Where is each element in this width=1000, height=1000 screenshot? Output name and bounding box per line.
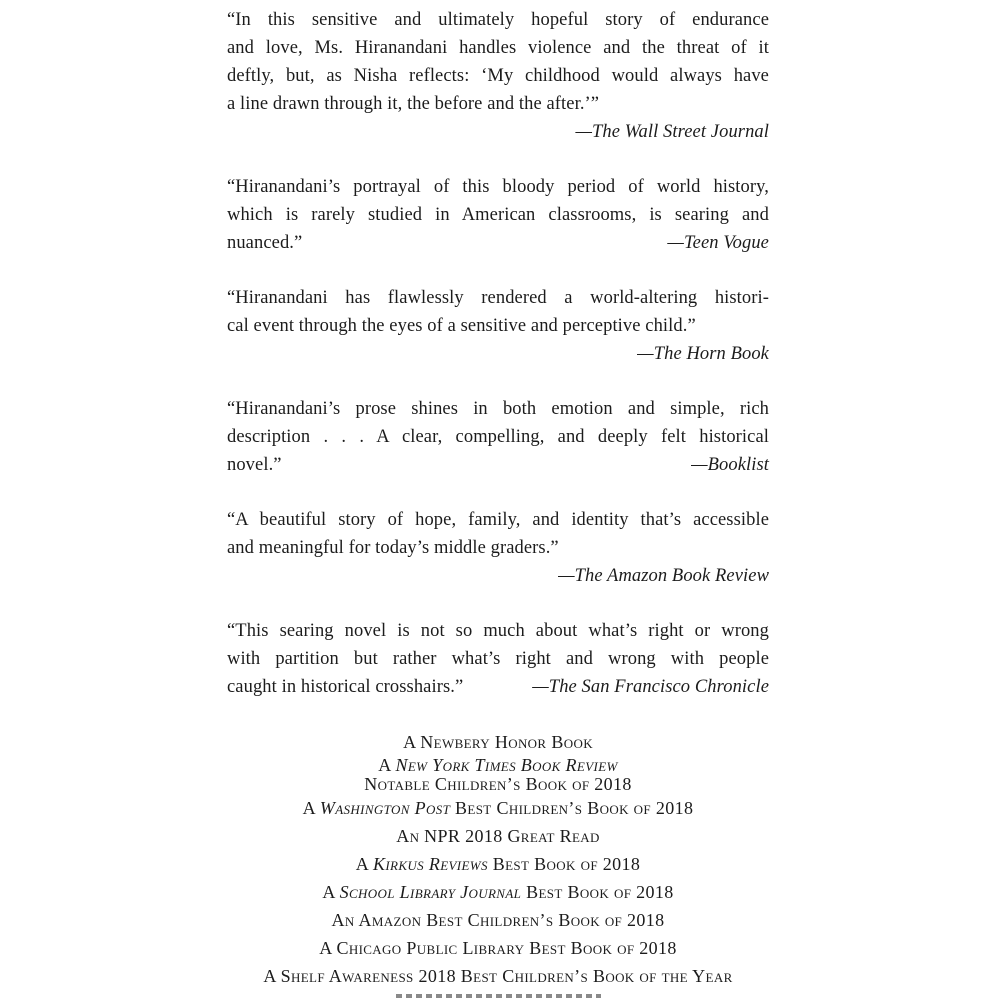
award-line	[227, 794, 769, 822]
award-publication-name: School Library Journal	[339, 882, 522, 902]
award-publication-name: Kirkus Reviews	[372, 854, 488, 874]
quote-block	[227, 6, 769, 146]
award-line	[227, 775, 769, 794]
quote-line: with partition but rather what’s right and wrong with people	[227, 649, 769, 669]
award-text: A Newbery Honor Book	[403, 732, 593, 752]
quote-line: caught in historical crosshairs.”	[227, 677, 464, 697]
quote-attribution-line	[227, 562, 769, 590]
award-line	[227, 934, 769, 962]
award-entry	[227, 822, 769, 850]
quote-line: “This searing novel is not so much about what’s right or wrong	[227, 621, 769, 641]
quote-attribution: —Teen Vogue	[667, 233, 769, 253]
award-text: A Chicago Public Library Best Book of 2018	[319, 938, 677, 958]
quote-block	[227, 284, 769, 368]
award-entry	[227, 906, 769, 934]
quote-line: novel.”	[227, 455, 282, 475]
award-line	[227, 850, 769, 878]
quote-attribution: —The Horn Book	[637, 344, 769, 364]
award-publication-name: New York Times Book Review	[395, 755, 618, 775]
award-text: A	[302, 798, 320, 818]
quote-line: nuanced.”	[227, 233, 303, 253]
award-text: An NPR 2018 Great Read	[396, 826, 600, 846]
award-text: A	[355, 854, 373, 874]
award-entry	[227, 962, 769, 990]
quote-block	[227, 395, 769, 479]
award-text: Best Book of 2018	[521, 882, 674, 902]
praise-quotes-section	[227, 6, 769, 701]
quote-attribution: —The Wall Street Journal	[575, 122, 769, 142]
award-entry	[227, 850, 769, 878]
quote-line: and love, Ms. Hiranandani handles violence and the threat of it	[227, 38, 769, 58]
award-entry	[227, 794, 769, 822]
award-text: A Shelf Awareness 2018 Best Children’s Book of the Year	[263, 966, 733, 986]
quote-line: a line drawn through it, the before and the after.’”	[227, 94, 600, 114]
quote-line: “Hiranandani has flawlessly rendered a world-altering histori-	[227, 288, 769, 308]
quote-last-line	[227, 673, 769, 701]
quote-attribution: —The Amazon Book Review	[558, 566, 769, 586]
quote-block	[227, 617, 769, 701]
award-line	[227, 906, 769, 934]
award-entry	[227, 728, 769, 756]
cutoff-text-fragment	[396, 994, 601, 998]
quote-line: “Hiranandani’s prose shines in both emotion and simple, rich	[227, 399, 769, 419]
award-publication-name: Washington Post	[319, 798, 451, 818]
award-line	[227, 728, 769, 756]
quote-block	[227, 506, 769, 590]
quote-line: and meaningful for today’s middle graders.”	[227, 538, 559, 558]
award-text: A	[322, 882, 340, 902]
quote-block	[227, 173, 769, 257]
award-text: Best Children’s Book of 2018	[450, 798, 694, 818]
quote-attribution: —The San Francisco Chronicle	[532, 677, 769, 697]
quote-line: which is rarely studied in American classrooms, is searing and	[227, 205, 769, 225]
quote-line: cal event through the eyes of a sensitive and perceptive child.”	[227, 316, 696, 336]
award-entry	[227, 756, 769, 794]
quote-line: “In this sensitive and ultimately hopeful story of endurance	[227, 10, 769, 30]
quote-last-line	[227, 451, 769, 479]
quote-attribution-line	[227, 118, 769, 146]
award-text: An Amazon Best Children’s Book of 2018	[331, 910, 665, 930]
award-entry	[227, 934, 769, 962]
quote-line: description . . . A clear, compelling, and deeply felt historical	[227, 427, 769, 447]
award-text: A	[378, 755, 396, 775]
award-entry	[227, 878, 769, 906]
quote-line: “A beautiful story of hope, family, and identity that’s accessible	[227, 510, 769, 530]
awards-list-section	[227, 728, 769, 990]
award-line	[227, 822, 769, 850]
quote-attribution: —Booklist	[691, 455, 769, 475]
quote-last-line	[227, 229, 769, 257]
quote-attribution-line	[227, 340, 769, 368]
award-text: Best Book of 2018	[487, 854, 641, 874]
quote-line: deftly, but, as Nisha reflects: ‘My childhood would always have	[227, 66, 769, 86]
award-text: Notable Children’s Book of 2018	[364, 774, 632, 794]
quote-line: “Hiranandani’s portrayal of this bloody period of world history,	[227, 177, 769, 197]
book-page	[227, 0, 769, 998]
award-line	[227, 878, 769, 906]
award-line	[227, 756, 769, 775]
award-line	[227, 962, 769, 990]
